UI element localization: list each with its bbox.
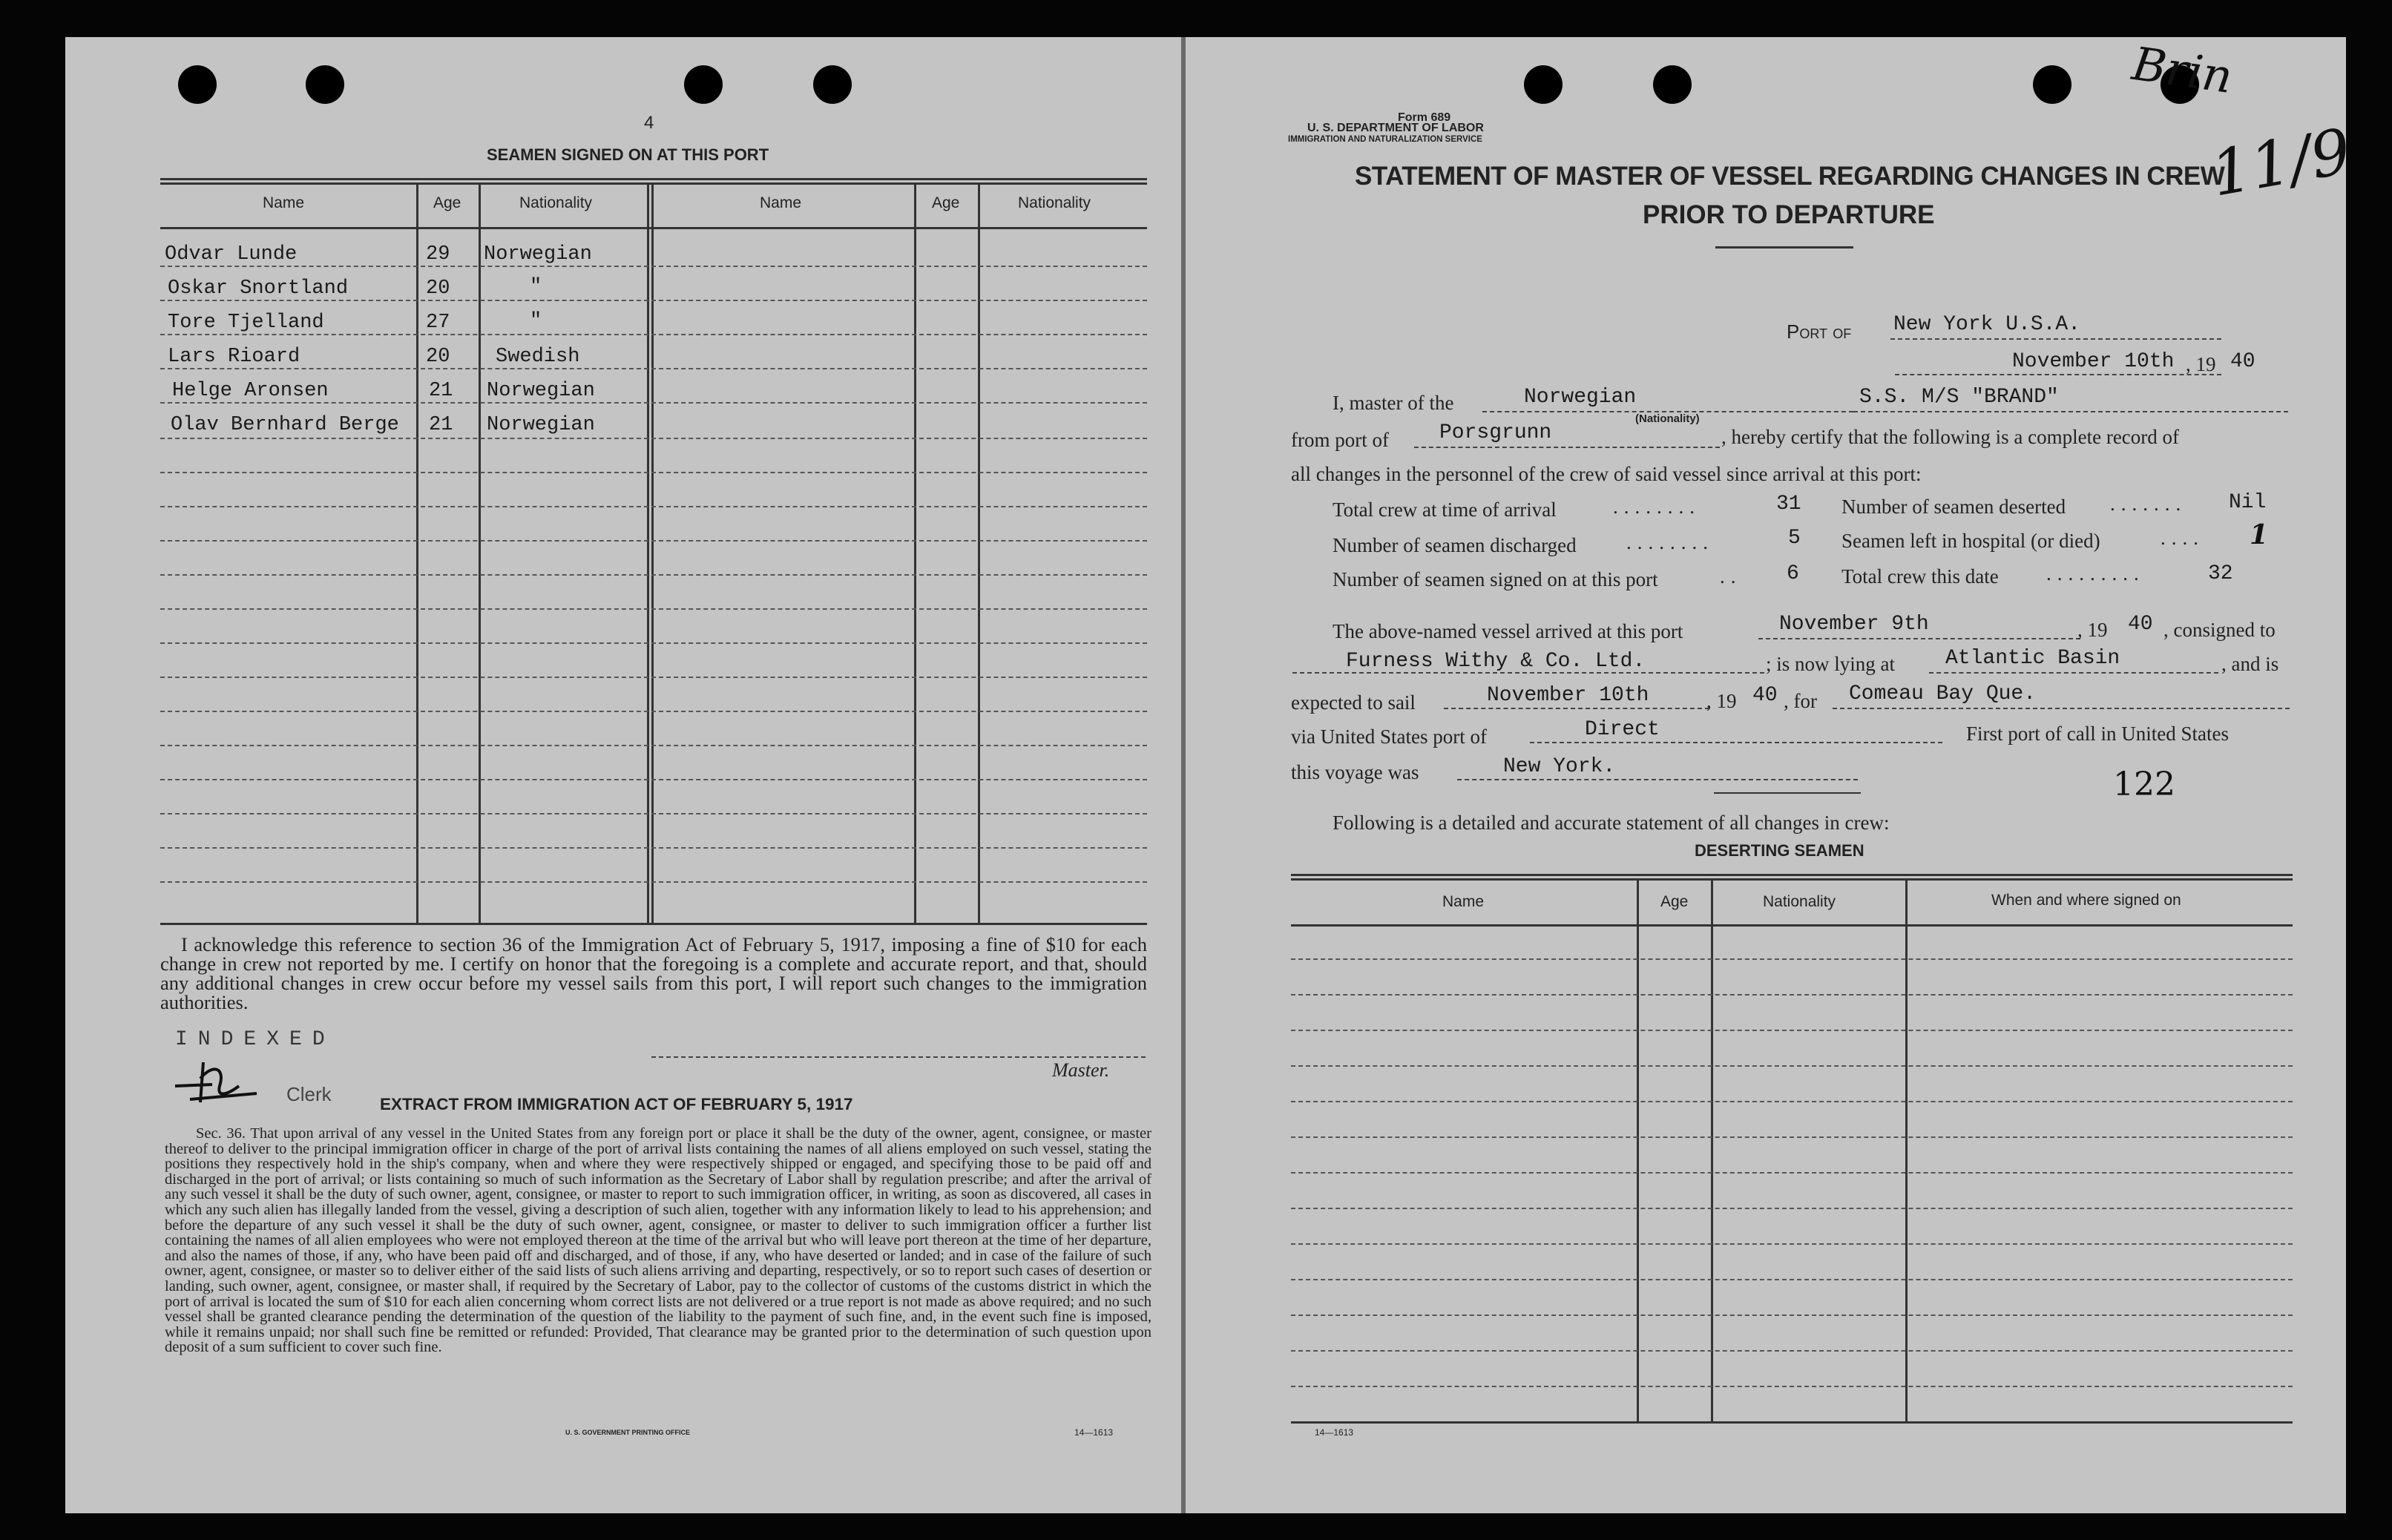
table-row-age: 21 [429, 380, 453, 402]
row-rule [160, 813, 1147, 815]
leader-dots: ......... [2046, 562, 2145, 585]
table-row-age: 20 [426, 346, 450, 368]
date-value: November 10th [2012, 350, 2175, 373]
date-year-prefix: , 19 [2186, 353, 2216, 375]
form-title-line1: STATEMENT OF MASTER OF VESSEL REGARDING CHANGES IN CREW [1355, 162, 2225, 191]
all-changes-text: all changes in the personnel of the crew of said vessel since arrival at this port: [1291, 463, 1922, 485]
destination-value: Comeau Bay Que. [1849, 682, 2037, 705]
table-row-nationality: Norwegian [487, 380, 595, 402]
column-rule [479, 182, 481, 923]
row-rule [160, 574, 1147, 576]
table-row-age: 27 [426, 312, 450, 334]
column-header: Nationality [519, 194, 593, 211]
column-header: Name [263, 194, 305, 211]
printing-office: U. S. GOVERNMENT PRINTING OFFICE [565, 1429, 691, 1436]
page-fold [1181, 37, 1186, 1513]
extract-title: EXTRACT FROM IMMIGRATION ACT OF FEBRUARY 5, 1917 [380, 1095, 853, 1113]
sail-date-line [1444, 708, 1709, 709]
deserting-column-header: Nationality [1763, 893, 1836, 910]
deserting-row-rule [1291, 1279, 2293, 1280]
table-row-nationality: " [530, 310, 542, 332]
deserting-row-rule [1291, 1136, 2293, 1138]
expected-label: expected to sail [1291, 691, 1416, 714]
arrived-date-line [1758, 638, 2080, 639]
page-number: 4 [644, 113, 654, 133]
column-rule [647, 182, 649, 923]
clerk-initials-signature [168, 1056, 286, 1108]
leader-dots: .... [2161, 527, 2204, 549]
certify-text: , hereby certify that the following is a complete record of [1721, 426, 2180, 448]
deserting-row-rule [1291, 1386, 2293, 1387]
form-code-left: 14—1613 [1074, 1427, 1114, 1438]
deserting-row-rule [1291, 1030, 2293, 1031]
first-port-value: New York. [1503, 755, 1616, 778]
deserting-row-rule [1291, 958, 2293, 960]
short-rule [1714, 792, 1861, 794]
service: IMMIGRATION AND NATURALIZATION SERVICE [1288, 135, 1482, 144]
form-code-right: 14—1613 [1315, 1427, 1354, 1438]
leader-dots: ........ [1613, 496, 1701, 518]
table-row-age: 21 [429, 414, 453, 436]
from-port-line [1414, 447, 1720, 448]
total-crew-arrival-value: 31 [1776, 493, 1801, 516]
date-year: 40 [2230, 350, 2255, 373]
table-row-age: 20 [426, 277, 450, 300]
deserted-value: Nil [2229, 491, 2267, 514]
lying-at-line [1929, 672, 2218, 674]
punch-hole [1524, 65, 1563, 104]
discharged-value: 5 [1788, 527, 1801, 550]
clerk-label: Clerk [286, 1083, 332, 1105]
acknowledgement-text: I acknowledge this reference to section 36 of the Immigration Act of February 5, 1917, imposing a fine of $10 for each change in crew not reported by me. I certify on honor that the foregoing is a complete and accurate report, and that, should any additional changes in crew occur before my vessel sails from this port, I will report such changes to the immigration authorities. [160, 933, 1147, 1013]
signed-on-value: 6 [1787, 562, 1799, 585]
hospital-label: Seamen left in hospital (or died) [1841, 530, 2100, 552]
form-number: Form 689 [1398, 111, 1451, 124]
punch-hole [813, 65, 852, 104]
deserting-row-rule [1291, 1101, 2293, 1102]
punch-hole [178, 65, 217, 104]
punch-hole [684, 65, 723, 104]
leader-dots: .. [1720, 565, 1742, 588]
deserting-header-rule [1291, 924, 2293, 927]
deserting-row-rule [1291, 1065, 2293, 1067]
column-header: Age [433, 194, 461, 211]
row-rule [160, 745, 1147, 746]
row-rule [160, 334, 1147, 335]
arrived-date: November 9th [1779, 613, 1929, 636]
arrived-year-prefix: , 19 [2077, 619, 2108, 641]
signed-on-label: Number of seamen signed on at this port [1333, 568, 1658, 590]
this-voyage-label: this voyage was [1291, 761, 1419, 783]
table-row-nationality: Norwegian [487, 414, 595, 436]
date-line [1895, 374, 2221, 375]
handwritten-122: 122 [2113, 766, 2175, 803]
consignee-value: Furness Withy & Co. Ltd. [1346, 650, 1646, 673]
row-rule [160, 402, 1147, 404]
destination-line [1833, 708, 2290, 709]
port-line [1890, 338, 2221, 340]
row-rule [160, 438, 1147, 439]
row-rule [160, 540, 1147, 542]
sail-year: 40 [1752, 684, 1778, 707]
via-port-line [1530, 742, 1942, 743]
column-header: Age [932, 194, 960, 211]
row-rule [160, 472, 1147, 473]
first-port-label: First port of call in United States [1966, 723, 2229, 745]
nationality-caption: (Nationality) [1635, 412, 1700, 425]
punch-hole [1653, 65, 1692, 104]
row-rule [160, 608, 1147, 610]
handwritten-corner-mark: Brin [2129, 36, 2236, 105]
extract-text: Sec. 36. That upon arrival of any vessel in the United States from any foreign port or place it shall be the duty of the owner, agent, consignee, or master thereof to deliver to the principal immigration officer in charge of the port of arrival lists containing the names of all aliens employed on such vessel, stating the positions they respectively hold in the ship's company, when and where they were respectively shipped or engaged, and specifying those to be paid off and discharged in the port of arrival; or lists containing so much of such information as the Secretary of Labor shall by regulation prescribe; and after the arrival of any such vessel it shall be the duty of such owner, agent, consignee, or master to report to such immigration officer, in writing, as soon as discovered, all cases in which any such alien has illegally landed from the vessel, giving a description of such alien, together with any information likely to lead to his apprehension; and before the departure of any such vessel it shall be the duty of such owner, agent, consignee, or master to deliver to such immigration officer a further list containing the names of all alien employees who were not employed thereon at the time of the arrival but who will leave port thereon at the time of her departure, and also the names of those, if any, who have been paid off and discharged, and of those, if any, who have deserted or landed; and in case of the failure of such owner, agent, consignee, or master so to deliver either of the said lists of such aliens arriving and departing, respectively, or so to report such cases of desertion or landing, such owner, agent, consignee, or master shall, if required by the Secretary of Labor, pay to the collector of customs of the customs district in which the port of arrival is located the sum of $10 for each alien concerning whom correct lists are not delivered or a true report is not made as above required; and no such vessel shall be granted clearance pending the determination of the question of the liability to the payment of such fine, and, in the event such fine is imposed, while it remains unpaid; nor shall such fine be remitted or refunded: Provided, That clearance may be granted prior to the determination of such question upon deposit of a sum sufficient to cover such fine. [165, 1125, 1151, 1356]
table-row-age: 29 [426, 243, 450, 266]
handwritten-page-ref: 11/9 [2205, 114, 2356, 211]
table-top-rule [160, 182, 1147, 185]
row-rule [160, 779, 1147, 780]
total-crew-date-label: Total crew this date [1841, 565, 1999, 588]
deserting-row-rule [1291, 1172, 2293, 1174]
deserting-column-header: Age [1660, 893, 1689, 910]
row-rule [160, 711, 1147, 712]
row-rule [160, 266, 1147, 267]
deserting-row-rule [1291, 1208, 2293, 1209]
row-rule [160, 677, 1147, 678]
following-text: Following is a detailed and accurate statement of all changes in crew: [1333, 812, 1890, 834]
and-is-label: , and is [2221, 653, 2279, 675]
column-header: Nationality [1018, 194, 1091, 211]
arrived-label: The above-named vessel arrived at this port [1333, 620, 1683, 642]
title-underline [1715, 246, 1853, 249]
row-rule [160, 881, 1147, 883]
master-label: Master. [1052, 1059, 1110, 1081]
punch-hole [306, 65, 344, 104]
table-row-name: Lars Rioard [168, 346, 300, 368]
table-row-name: Odvar Lunde [165, 243, 298, 266]
lying-at-value: Atlantic Basin [1945, 647, 2120, 670]
form-title-line2: PRIOR TO DEPARTURE [1643, 200, 1935, 229]
from-port-value: Porsgrunn [1439, 421, 1552, 444]
deserting-row-rule [1291, 1314, 2293, 1316]
port-value: New York U.S.A. [1893, 313, 2081, 336]
table-row-nationality: Swedish [496, 346, 580, 368]
table-bottom-rule [160, 923, 1147, 925]
leader-dots: ........ [1626, 531, 1714, 553]
department: U. S. DEPARTMENT OF LABOR [1307, 122, 1484, 134]
leader-dots: ....... [2110, 493, 2187, 515]
column-rule [978, 182, 980, 923]
table-row-name: Helge Aronsen [172, 380, 329, 402]
table-row-name: Oskar Snortland [168, 277, 349, 300]
via-port-value: Direct [1585, 718, 1660, 741]
hospital-value: 1 [2250, 519, 2269, 550]
table-header-rule [160, 227, 1147, 229]
deserting-top-rule [1291, 878, 2293, 881]
master-of-label: I, master of the [1333, 392, 1454, 414]
deserting-top-rule [1291, 874, 2293, 876]
row-rule [160, 506, 1147, 507]
column-rule [416, 182, 418, 923]
column-rule [914, 182, 916, 923]
deserting-row-rule [1291, 1350, 2293, 1352]
vessel-line [1853, 411, 2288, 412]
punch-hole [2033, 65, 2071, 104]
deserting-bottom-rule [1291, 1421, 2293, 1424]
deserting-row-rule [1291, 994, 2293, 996]
table-row-name: Tore Tjelland [168, 312, 324, 334]
arrived-year: 40 [2128, 613, 2153, 636]
lying-at-label: ; is now lying at [1766, 653, 1895, 675]
section-title: SEAMEN SIGNED ON AT THIS PORT [487, 145, 769, 164]
vessel-value: S.S. M/S "BRAND" [1859, 386, 2059, 409]
deserted-label: Number of seamen deserted [1841, 496, 2066, 518]
total-crew-arrival-label: Total crew at time of arrival [1333, 498, 1557, 521]
for-label: , for [1784, 690, 1817, 712]
deserting-column-header: When and where signed on [1991, 892, 2181, 909]
port-label: Port of [1787, 320, 1852, 343]
row-rule [160, 847, 1147, 849]
row-rule [160, 368, 1147, 369]
total-crew-date-value: 32 [2208, 562, 2233, 585]
table-row-name: Olav Bernhard Berge [171, 414, 399, 436]
master-signature-line [651, 1056, 1146, 1058]
first-port-line [1457, 779, 1858, 780]
sail-year-prefix: , 19 [1706, 690, 1737, 712]
discharged-label: Number of seamen discharged [1333, 534, 1577, 556]
row-rule [160, 300, 1147, 301]
consigned-to-label: , consigned to [2163, 619, 2276, 641]
table-row-nationality: Norwegian [484, 243, 592, 266]
deserting-column-header: Name [1442, 893, 1485, 910]
deserting-title: DESERTING SEAMEN [1695, 841, 1864, 860]
deserting-row-rule [1291, 1243, 2293, 1245]
indexed-stamp: INDEXED [175, 1028, 335, 1051]
nationality-value: Norwegian [1524, 386, 1637, 409]
row-rule [160, 642, 1147, 644]
sail-date: November 10th [1487, 684, 1649, 707]
column-rule [651, 182, 654, 923]
table-top-rule [160, 178, 1147, 180]
via-port-label: via United States port of [1291, 725, 1487, 748]
table-row-nationality: " [530, 276, 542, 298]
from-port-label: from port of [1291, 429, 1389, 451]
column-header: Name [760, 194, 802, 211]
